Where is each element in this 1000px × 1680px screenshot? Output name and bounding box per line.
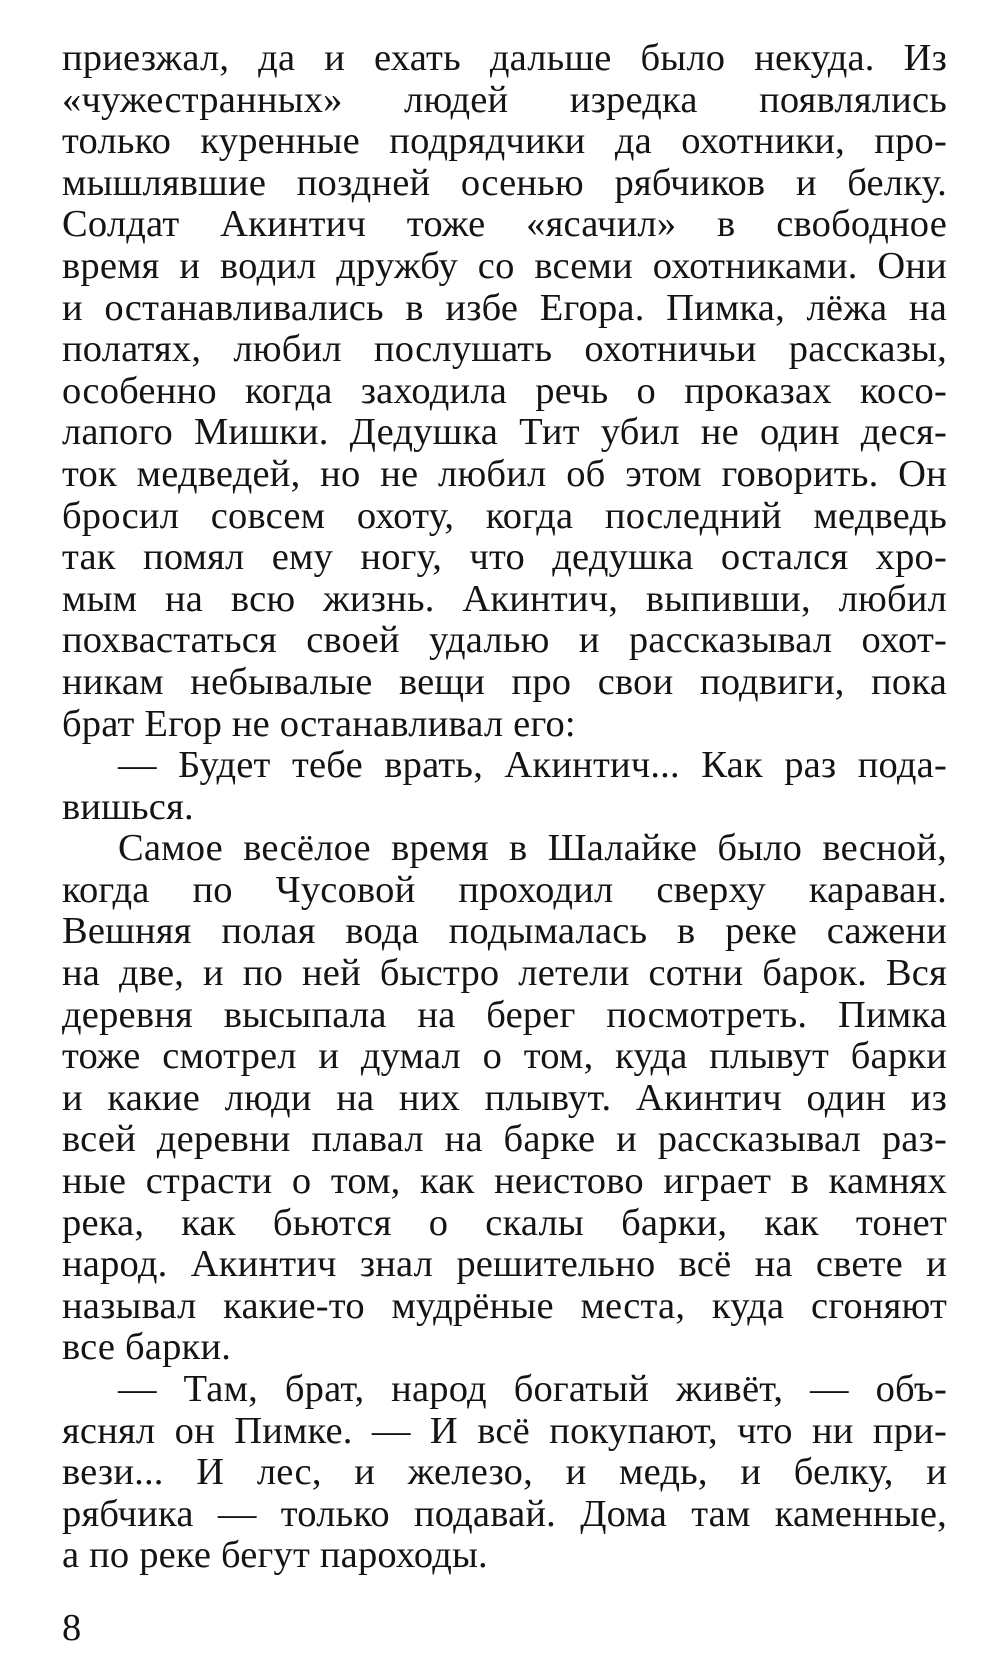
- text-line: яснял он Пимке. — И всё покупают, что ни при-: [62, 1409, 947, 1452]
- text-line: ток медведей, но не любил об этом говорить. Он: [62, 452, 947, 495]
- text-line: Самое весёлое время в Шалайке было весной,: [118, 827, 947, 870]
- text-line: вези... И лес, и железо, и медь, и белку, и: [62, 1451, 947, 1494]
- text-line: и какие люди на них плывут. Акинтич один из: [62, 1076, 947, 1119]
- text-line: вишься.: [62, 785, 194, 828]
- text-line: народ. Акинтич знал решительно всё на свете и: [62, 1243, 947, 1286]
- text-line: тоже смотрел и думал о том, куда плывут барки: [62, 1035, 947, 1078]
- body-text: [62, 38, 947, 1577]
- page-number: 8: [62, 1607, 82, 1649]
- text-line: так помял ему ногу, что дедушка остался хро-: [62, 536, 947, 579]
- text-line: мым на всю жизнь. Акинтич, выпивши, любил: [62, 577, 947, 620]
- text-line: никам небывалые вещи про свои подвиги, пока: [62, 660, 947, 703]
- text-line: «чужестранных» людей изредка появлялись: [62, 78, 947, 121]
- text-line: Вешняя полая вода подымалась в реке сажени: [62, 910, 947, 953]
- text-line: похвастаться своей удалью и рассказывал охот-: [62, 619, 947, 662]
- text-line: на две, и по ней быстро летели сотни барок. Вся: [62, 952, 947, 995]
- text-line: только куренные подрядчики да охотники, про-: [62, 120, 947, 163]
- text-line: время и водил дружбу со всеми охотниками. Они: [62, 244, 947, 287]
- text-line: всей деревни плавал на барке и рассказывал раз-: [62, 1118, 947, 1161]
- text-line: приезжал, да и ехать дальше было некуда. Из: [62, 37, 947, 79]
- text-line: — Будет тебе врать, Акинтич... Как раз пода-: [118, 744, 947, 787]
- text-line: а по реке бегут пароходы.: [62, 1534, 488, 1577]
- text-line: река, как бьются о скалы барки, как тонет: [62, 1201, 947, 1244]
- text-line: полатях, любил послушать охотничьи рассказы,: [62, 328, 947, 371]
- text-line: когда по Чусовой проходил сверху караван.: [62, 868, 947, 911]
- text-line: деревня высыпала на берег посмотреть. Пимка: [62, 993, 947, 1036]
- text-line: все барки.: [62, 1326, 232, 1369]
- text-line: особенно когда заходила речь о проказах косо-: [62, 369, 947, 412]
- text-line: рябчика — только подавай. Дома там каменные,: [62, 1492, 947, 1535]
- text-line: бросил совсем охоту, когда последний медведь: [62, 494, 947, 537]
- text-line: и останавливались в избе Егора. Пимка, лёжа на: [62, 286, 947, 329]
- text-line: лапого Мишки. Дедушка Тит убил не один деся-: [62, 411, 947, 454]
- text-line: ные страсти о том, как неистово играет в камнях: [62, 1160, 947, 1203]
- text-line: брат Егор не останавливал его:: [62, 702, 576, 745]
- text-line: Солдат Акинтич тоже «ясачил» в свободное: [62, 203, 947, 246]
- text-line: мышлявшие поздней осенью рябчиков и белку.: [62, 161, 947, 204]
- text-line: — Там, брат, народ богатый живёт, — объ-: [118, 1368, 947, 1410]
- text-line: называл какие-то мудрёные места, куда сгоняют: [62, 1284, 947, 1327]
